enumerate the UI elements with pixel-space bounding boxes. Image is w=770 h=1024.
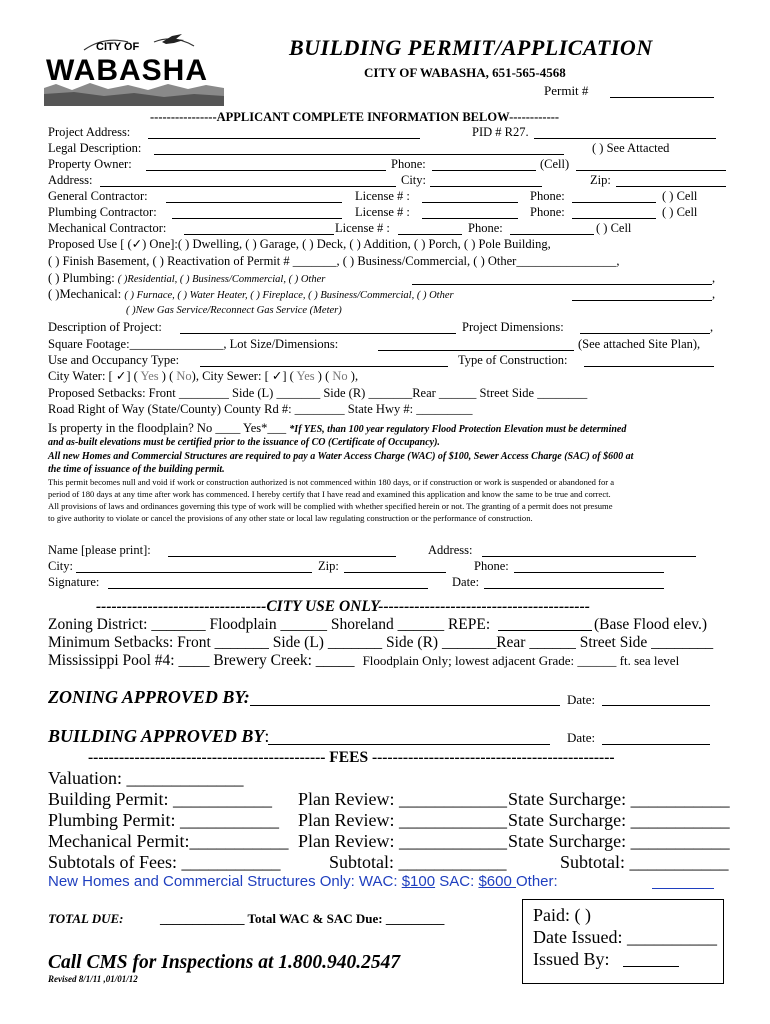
owner-phone-label: Phone: xyxy=(391,157,426,171)
pc-phone-label: Phone: xyxy=(530,205,565,219)
signature-label: Signature: xyxy=(48,575,100,589)
sig-phone-label: Phone: xyxy=(474,559,509,573)
wac-label: New Homes and Commercial Structures Only: WAC: xyxy=(48,873,402,890)
wac-note-cont: the time of issuance of the building permit. xyxy=(48,464,225,475)
other-fee-field[interactable] xyxy=(652,888,714,889)
construction-type-label: Type of Construction: xyxy=(458,353,568,367)
city-logo xyxy=(44,28,224,108)
property-owner-label: Property Owner: xyxy=(48,157,132,171)
comma: , xyxy=(712,271,716,285)
fees-heading: ---------------------------------------------- FEES ----------------------------------------------- xyxy=(88,749,615,766)
description-field[interactable] xyxy=(180,333,456,334)
mechanical-contractor-label: Mechanical Contractor: xyxy=(48,221,167,235)
city-use-heading: ---------------------------------CITY USE ONLY----------------------------------------- xyxy=(96,598,590,615)
legal-description-field[interactable] xyxy=(154,154,564,155)
pc-license-label: License # : xyxy=(355,205,410,219)
logo-city-text: CITY OF xyxy=(96,41,140,53)
issued-by-label: Issued By: xyxy=(533,949,610,969)
comma: , xyxy=(712,287,716,301)
total-due-label: TOTAL DUE: xyxy=(48,911,124,926)
sac-label: SAC: xyxy=(435,873,479,890)
building-approved-field[interactable] xyxy=(268,744,550,745)
plumbing-options[interactable]: ( )Residential, ( ) Business/Commercial, ( ) Other xyxy=(117,274,326,285)
building-approved-label: BUILDING APPROVED BY: xyxy=(48,726,270,746)
sig-city-field[interactable] xyxy=(76,572,312,573)
mc-license-field[interactable] xyxy=(398,234,462,235)
plumbing-contractor-label: Plumbing Contractor: xyxy=(48,205,157,219)
mechanical-options[interactable]: ( ) Furnace, ( ) Water Heater, ( ) Fireplace, ( ) Business/Commercial, ( ) Other xyxy=(124,290,454,301)
building-date-label: Date: xyxy=(567,730,596,745)
zoning-date-label: Date: xyxy=(567,692,596,707)
zoning-approved-label: ZONING APPROVED BY: xyxy=(48,687,250,707)
sac-amount: $600 xyxy=(478,873,516,890)
wac-sac-row xyxy=(48,872,558,891)
owner-cell-field[interactable] xyxy=(576,170,726,171)
zoning-date-field[interactable] xyxy=(602,705,710,706)
proposed-use-options[interactable]: Proposed Use [ (✓) One]:( ) Dwelling, ( ) Garage, ( ) Deck, ( ) Addition, ( ) Porch, ( ) Pole Building, xyxy=(48,237,551,251)
city-label: City: xyxy=(401,173,427,187)
square-footage-label: Square Footage:_______________, Lot Size/Dimensions: xyxy=(48,337,339,351)
plan-review-field-3[interactable]: Plan Review: ____________ xyxy=(298,831,507,851)
subtotal-mid-field[interactable]: Subtotal: ____________ xyxy=(329,852,507,872)
gas-service-option[interactable]: ( )New Gas Service/Reconnect Gas Service (Meter) xyxy=(126,305,342,316)
sig-date-field[interactable] xyxy=(484,588,664,589)
comma: , xyxy=(710,320,714,334)
floodplain-grade-field[interactable]: Floodplain Only; lowest adjacent Grade: ______ ft. sea level xyxy=(362,653,680,668)
gc-license-label: License # : xyxy=(355,189,410,203)
see-site-plan-label: (See attached Site Plan), xyxy=(578,337,701,351)
floodplain-note-cont: and as-built elevations must be certified prior to the issuance of CO (Certificate of Occupancy). xyxy=(48,437,440,448)
zip-field[interactable] xyxy=(616,186,726,187)
city-field[interactable] xyxy=(430,186,542,187)
owner-cell-label: (Cell) xyxy=(540,157,570,171)
mc-cell-checkbox[interactable]: ( ) Cell xyxy=(596,221,632,235)
state-surcharge-field-3[interactable]: State Surcharge: ___________ xyxy=(508,831,730,851)
property-owner-field[interactable] xyxy=(146,170,386,171)
pc-license-field[interactable] xyxy=(422,218,518,219)
sig-phone-field[interactable] xyxy=(514,572,664,573)
floodplain-row xyxy=(48,421,626,436)
use-occupancy-field[interactable] xyxy=(200,366,448,367)
name-label: Name [please print]: xyxy=(48,543,151,557)
inspection-call: Call CMS for Inspections at 1.800.940.2547 xyxy=(48,952,401,973)
pool-row xyxy=(48,651,679,670)
floodplain-note: *If YES, than 100 year regulatory Flood Protection Elevation must be determined xyxy=(289,424,627,435)
pc-phone-field[interactable] xyxy=(572,218,656,219)
valuation-field[interactable]: Valuation: _____________ xyxy=(48,768,244,788)
plumbing-permit-field[interactable]: Plumbing Permit: ___________ xyxy=(48,810,280,830)
plumbing-contractor-field[interactable] xyxy=(172,218,342,219)
gc-cell-checkbox[interactable]: ( ) Cell xyxy=(662,189,698,203)
sig-zip-label: Zip: xyxy=(318,559,339,573)
building-date-field[interactable] xyxy=(602,744,710,745)
mechanical-contractor-field[interactable] xyxy=(184,234,334,235)
sewer-yes-option[interactable]: Yes xyxy=(296,369,315,383)
logo-wabasha-text: WABASHA xyxy=(46,54,208,87)
floodplain-question[interactable]: Is property in the floodplain? No ____ Yes*___ xyxy=(48,421,290,435)
gc-phone-label: Phone: xyxy=(530,189,565,203)
separator: ) ( xyxy=(317,369,330,383)
wac-amount: $100 xyxy=(401,873,436,890)
general-contractor-label: General Contractor: xyxy=(48,189,148,203)
lot-size-field[interactable] xyxy=(378,350,574,351)
mc-phone-field[interactable] xyxy=(510,234,594,235)
mechanical-options-row xyxy=(48,287,454,303)
separator: ), xyxy=(350,369,359,383)
other-label: Other: xyxy=(515,873,558,890)
plumbing-label: ( ) Plumbing: xyxy=(48,271,115,285)
right-of-way[interactable]: Road Right of Way (State/County) County Rd #: ________ State Hwy #: _________ xyxy=(48,402,473,416)
legal-text-1: This permit becomes null and void if work or construction authorized is not commenced within 180 days, or if construction or work is suspended or abandoned for a xyxy=(48,477,615,487)
sig-address-field[interactable] xyxy=(482,556,696,557)
project-dimensions-field[interactable] xyxy=(580,333,710,334)
separator: ) ( xyxy=(161,369,174,383)
name-field[interactable] xyxy=(168,556,396,557)
legal-description-label: Legal Description: xyxy=(48,141,142,155)
pc-cell-checkbox[interactable]: ( ) Cell xyxy=(662,205,698,219)
general-contractor-field[interactable] xyxy=(166,202,342,203)
address-field[interactable] xyxy=(100,186,396,187)
sig-address-label: Address: xyxy=(428,543,473,557)
page-title: BUILDING PERMIT/APPLICATION xyxy=(289,35,653,60)
construction-type-field[interactable] xyxy=(584,366,714,367)
applicant-heading: ----------------APPLICANT COMPLETE INFORMATION BELOW------------ xyxy=(150,110,560,124)
state-surcharge-field-2[interactable]: State Surcharge: ___________ xyxy=(508,810,730,830)
legal-text-4: to give authority to violate or cancel the provisions of any other state or local law regulating construction or the performance of construction. xyxy=(48,513,533,523)
total-due-fields[interactable]: _____________ Total WAC & SAC Due: _________ xyxy=(160,911,445,926)
project-address-label: Project Address: xyxy=(48,125,131,139)
city-sewer-label: ), City Sewer: [ xyxy=(191,369,272,383)
revised-date: Revised 8/1/11 ,01/01/12 xyxy=(48,974,138,984)
zip-label: Zip: xyxy=(590,173,611,187)
minimum-setbacks[interactable]: Minimum Setbacks: Front _______ Side (L) _______ Side (R) _______Rear ______ Street Side ________ xyxy=(48,634,714,651)
project-dimensions-label: Project Dimensions: xyxy=(462,320,564,334)
pool-brewery-fields[interactable]: Mississippi Pool #4: ____ Brewery Creek: _____ xyxy=(48,652,355,669)
legal-text-3: All provisions of laws and ordinances governing this type of work will be complied with whether specified herein or not. The granting of a permit does not presume xyxy=(48,501,613,511)
pid-label: PID # R27. xyxy=(472,125,529,139)
sig-zip-field[interactable] xyxy=(344,572,446,573)
address-label: Address: xyxy=(48,173,93,187)
subtotals-field[interactable]: Subtotals of Fees: ___________ xyxy=(48,852,281,872)
gc-license-field[interactable] xyxy=(422,202,518,203)
plumbing-other-field[interactable] xyxy=(412,284,712,285)
paid-field[interactable]: Paid: ( ) xyxy=(533,905,591,925)
use-occupancy-label: Use and Occupancy Type: xyxy=(48,353,180,367)
sig-city-label: City: xyxy=(48,559,74,573)
project-address-field[interactable] xyxy=(148,138,420,139)
mc-license-label: License # : xyxy=(335,221,390,235)
plan-review-field-1[interactable]: Plan Review: ____________ xyxy=(298,789,507,809)
page-subtitle: CITY OF WABASHA, 651-565-4568 xyxy=(364,65,566,80)
water-yes-option[interactable]: Yes xyxy=(140,369,159,383)
mechanical-other-field[interactable] xyxy=(572,300,712,301)
building-permit-field[interactable]: Building Permit: ___________ xyxy=(48,789,273,809)
check-icon[interactable]: ✓ xyxy=(115,369,127,383)
sewer-no-option[interactable]: No xyxy=(332,369,348,383)
repe-field[interactable] xyxy=(498,630,592,631)
check-icon[interactable]: ✓ xyxy=(271,369,283,383)
permit-number-field[interactable] xyxy=(610,97,714,98)
water-no-option[interactable]: No xyxy=(176,369,192,383)
paid-box xyxy=(522,899,724,984)
zoning-district-row[interactable]: Zoning District: _______ Floodplain ______ Shoreland ______ REPE: xyxy=(48,616,491,633)
plan-review-field-2[interactable]: Plan Review: ____________ xyxy=(298,810,507,830)
signature-field[interactable] xyxy=(108,588,428,589)
subtotal-right-field[interactable]: Subtotal: ___________ xyxy=(560,852,729,872)
base-flood-label: (Base Flood elev.) xyxy=(594,616,708,633)
sig-date-label: Date: xyxy=(452,575,480,589)
basement-options[interactable]: ( ) Finish Basement, ( ) Reactivation of Permit # _______, ( ) Business/Commercial, ( ) Other________________, xyxy=(48,254,620,268)
separator: ] ( xyxy=(282,369,294,383)
description-label: Description of Project: xyxy=(48,320,162,334)
city-water-label: City Water: [ xyxy=(48,369,116,383)
owner-phone-field[interactable] xyxy=(432,170,536,171)
permit-number-label: Permit # xyxy=(544,83,589,98)
gc-phone-field[interactable] xyxy=(572,202,656,203)
date-issued-field[interactable]: Date Issued: __________ xyxy=(533,927,717,947)
issued-by-field[interactable] xyxy=(623,966,679,967)
legal-text-2: period of 180 days at any time after work has commenced. I hereby certify that I have read and examined this application and know the same to be true and correct. xyxy=(48,489,611,499)
mc-phone-label: Phone: xyxy=(468,221,503,235)
wac-note: All new Homes and Commercial Structures are required to pay a Water Access Charge (WAC) of $100, Sewer Access Charge (SAC) of $600 at xyxy=(48,451,634,462)
mechanical-permit-field[interactable]: Mechanical Permit:___________ xyxy=(48,831,289,851)
separator: ] ( xyxy=(126,369,138,383)
city-utilities-row xyxy=(48,369,358,384)
plumbing-options-row xyxy=(48,271,325,287)
proposed-setbacks[interactable]: Proposed Setbacks: Front ________ Side (L) _______ Side (R) _______Rear ______ Street Side ________ xyxy=(48,386,588,400)
see-attached-checkbox[interactable]: ( ) See Attacted xyxy=(592,141,670,155)
pid-field[interactable] xyxy=(534,138,716,139)
mechanical-label: ( )Mechanical: xyxy=(48,287,122,301)
state-surcharge-field-1[interactable]: State Surcharge: ___________ xyxy=(508,789,730,809)
zoning-approved-field[interactable] xyxy=(250,705,560,706)
